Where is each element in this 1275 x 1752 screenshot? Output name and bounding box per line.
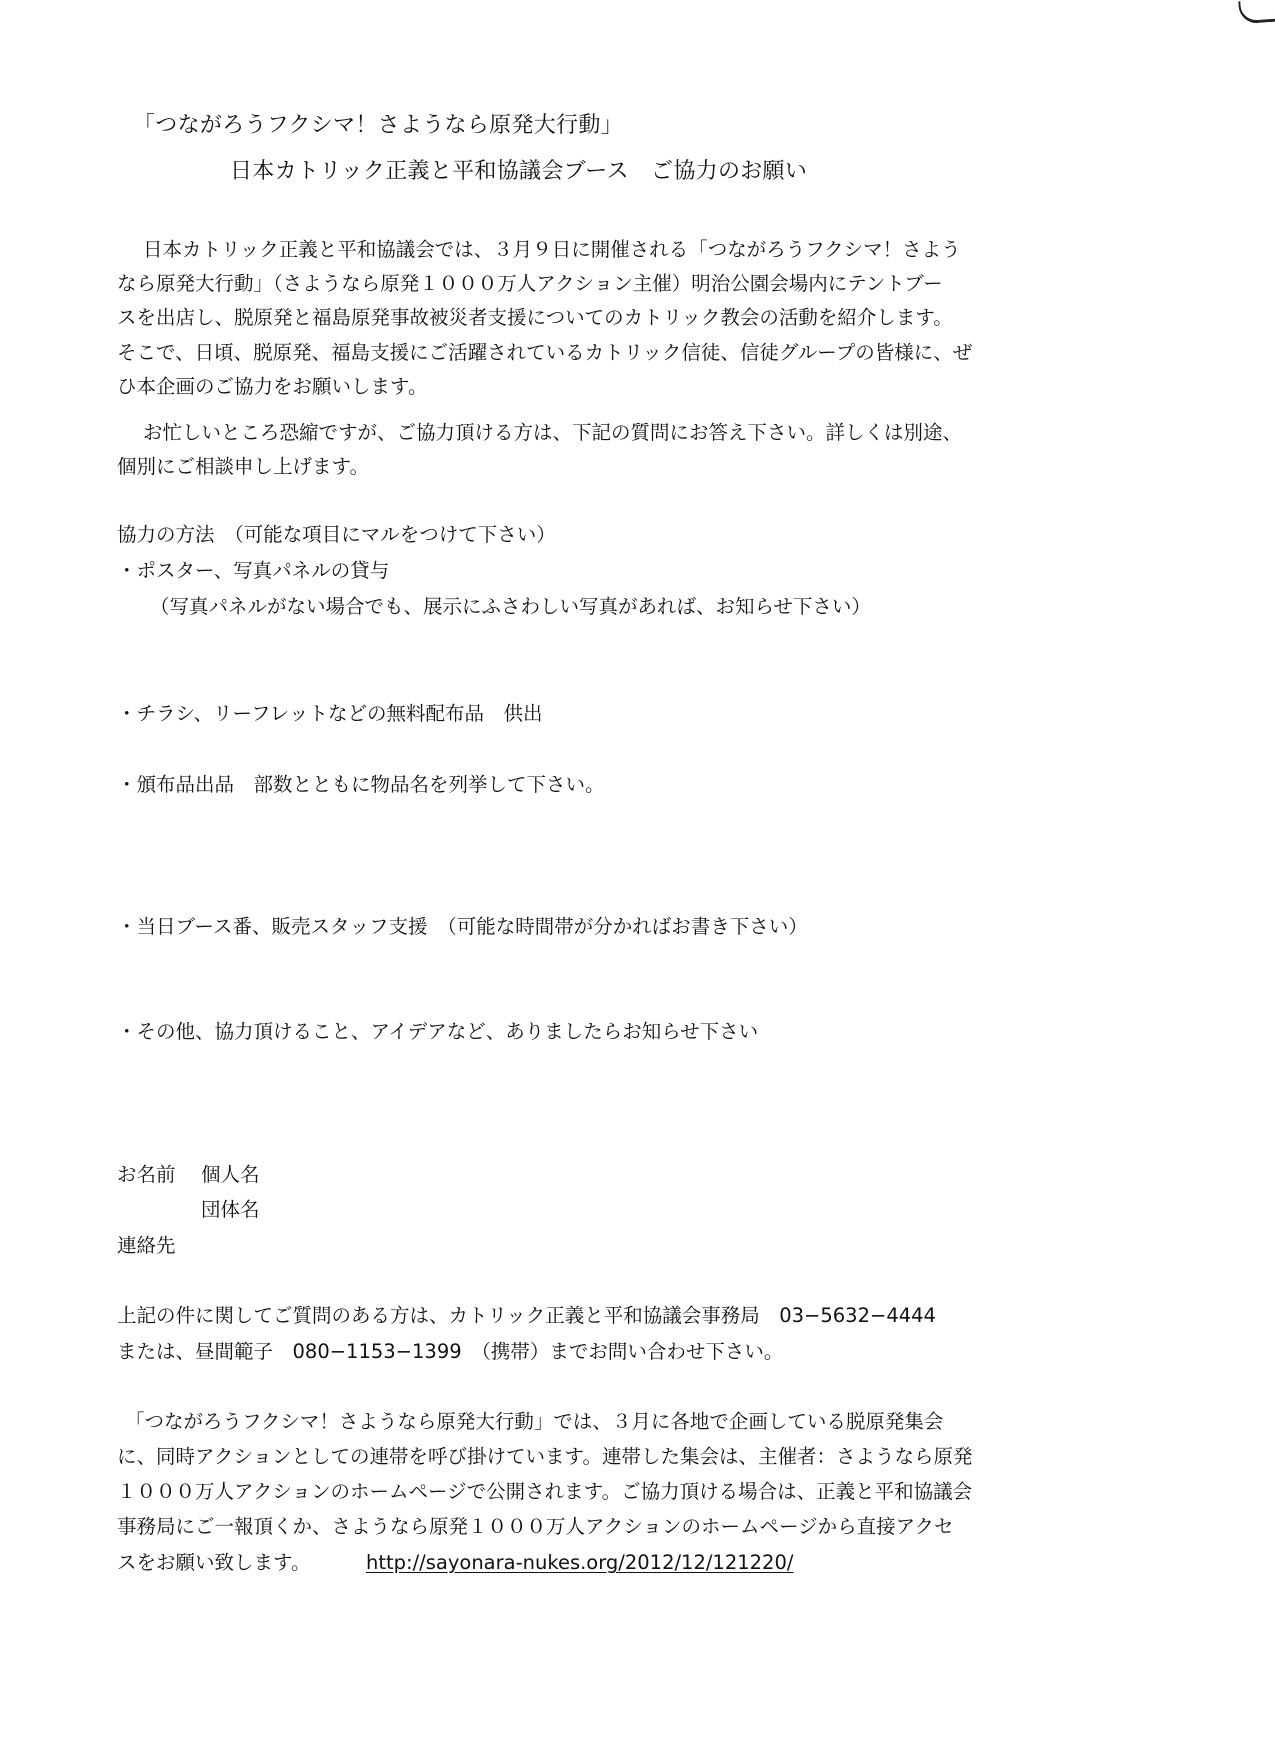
contact-label: 連絡先 (117, 1234, 176, 1257)
item-staff: ・当日ブース番、販売スタッフ支援 （可能な時間帯が分かればお書き下さい） (117, 915, 808, 938)
inquiry-line-2: または、昼間範子 080−1153−1399 （携帯）までお問い合わせ下さい。 (117, 1340, 784, 1363)
methods-heading: 協力の方法 （可能な項目にマルをつけて下さい） (117, 523, 556, 546)
item-poster-note: （写真パネルがない場合でも、展示にふさわしい写真があれば、お知らせ下さい） (150, 595, 871, 618)
intro-line-1: 日本カトリック正義と平和協議会では、３月９日に開催される「つながろうフクシマ！さよう (143, 238, 961, 261)
intro-line-3: スを出店し、脱原発と福島原発事故被災者支援についてのカトリック教会の活動を紹介します。 (117, 306, 953, 329)
intro-line-6: お忙しいところ恐縮ですが、ご協力頂ける方は、下記の質問にお答え下さい。詳しくは別途、 (143, 421, 963, 444)
intro-line-5: ひ本企画のご協力をお願いします。 (117, 375, 428, 398)
group-name-label: 団体名 (201, 1198, 260, 1221)
item-flyer: ・チラシ、リーフレットなどの無料配布品 供出 (117, 702, 543, 725)
closing-line-5: スをお願い致します。 (117, 1551, 311, 1574)
closing-line-1: 「つながろうフクシマ！さようなら原発大行動」では、３月に各地で企画している脱原発集会 (125, 1410, 944, 1433)
closing-line-2: に、同時アクションとしての連帯を呼び掛けています。連帯した集会は、主催者：さようなら原発 (117, 1445, 973, 1468)
inquiry-line-1: 上記の件に関してご質問のある方は、カトリック正義と平和協議会事務局 03−5632−4444 (117, 1304, 936, 1327)
intro-line-7: 個別にご相談申し上げます。 (117, 455, 369, 478)
name-label: お名前 (117, 1163, 176, 1186)
item-poster: ・ポスター、写真パネルの貸与 (117, 559, 390, 582)
intro-line-2: なら原発大行動」（さようなら原発１０００万人アクション主催）明治公園会場内にテントブー (117, 272, 943, 295)
item-goods: ・頒布品出品 部数とともに物品名を列挙して下さい。 (117, 773, 605, 796)
item-other: ・その他、協力頂けること、アイデアなど、ありましたらお知らせ下さい (117, 1020, 759, 1043)
scan-edge-mark (1238, 0, 1275, 24)
closing-line-4: 事務局にご一報頂くか、さようなら原発１０００万人アクションのホームページから直接アクセ (117, 1515, 954, 1538)
title-line-2: 日本カトリック正義と平和協議会ブース ご協力のお願い (230, 159, 808, 184)
title-line-1: 「つながろうフクシマ！さようなら原発大行動」 (133, 113, 623, 138)
personal-name-label: 個人名 (201, 1163, 260, 1186)
intro-line-4: そこで、日頃、脱原発、福島支援にご活躍されているカトリック信徒、信徒グループの皆様に、ぜ (117, 341, 973, 364)
closing-line-3: １０００万人アクションのホームページで公開されます。ご協力頂ける場合は、正義と平和協議会 (117, 1480, 973, 1503)
sayonara-nukes-link[interactable]: http://sayonara-nukes.org/2012/12/121220/ (366, 1551, 794, 1574)
